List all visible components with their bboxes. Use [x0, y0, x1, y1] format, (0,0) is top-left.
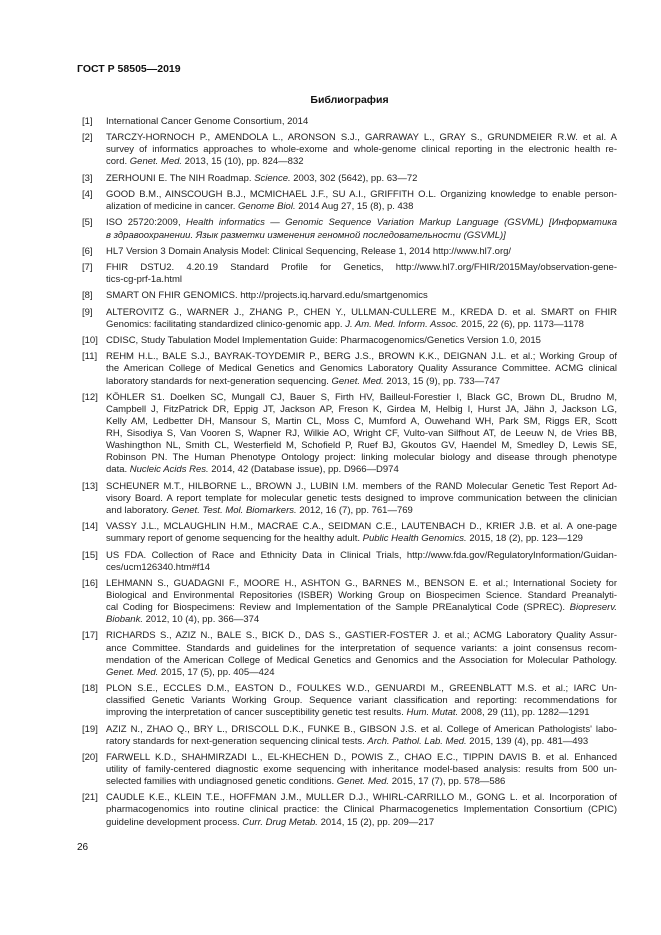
reference-text-segment: guideline development process.	[106, 816, 243, 828]
reference-number: [11]	[82, 351, 98, 363]
reference-number: [4]	[82, 189, 93, 201]
italic-title: Genome Biol.	[238, 201, 296, 213]
reference-text-segment: ISO 25720:2009,	[106, 217, 187, 229]
reference-text	[106, 481, 617, 517]
italic-title: Nucleic Acids Res.	[129, 464, 209, 476]
reference-text-segment: Genomics: facilitating standardized clinico-genomic app.	[106, 318, 346, 330]
reference-line	[106, 505, 617, 517]
reference-text	[106, 578, 617, 626]
reference-line	[106, 428, 617, 440]
reference-line	[106, 363, 617, 375]
reference-text-segment: cord.	[106, 156, 130, 168]
reference-line	[106, 173, 617, 185]
reference-number: [20]	[82, 751, 98, 763]
reference-number: [7]	[82, 262, 93, 274]
reference-text-segment: SCHEUNER M.T., HILBORNE L., BROWN J., LUBIN I.M. members of the RAND Molecular Genetic Test Report Ad-	[106, 480, 617, 492]
reference-text-segment: REHM H.L., BALE S.J., BAYRAK-TOYDEMIR P., BERG J.S., BROWN K.K., DEIGNAN J.L. et al.; Working Group of	[106, 351, 617, 363]
reference-line	[106, 230, 617, 242]
reference-text	[106, 116, 617, 128]
reference-text-segment: improving the interpretation of cancer susceptibility genetic test results.	[106, 707, 407, 719]
reference-item	[82, 335, 617, 347]
reference-text-segment: International Cancer Genome Consortium, 2014	[106, 116, 309, 127]
reference-text-segment: ratory standards for next-generation sequencing clinical tests.	[106, 735, 368, 747]
italic-title: Public Health Genomics.	[362, 533, 467, 545]
reference-line	[106, 493, 617, 505]
reference-line	[106, 602, 617, 614]
reference-text	[106, 217, 617, 241]
reference-item	[82, 217, 617, 241]
reference-text-segment: 2015, 17 (7), pp. 578—586	[389, 776, 506, 788]
reference-text-segment: the American College of Medical Genetics and Genomics Laboratory Quality Assurance Committee. ACMG clinical	[106, 363, 617, 375]
reference-text	[106, 792, 617, 828]
reference-text	[106, 189, 617, 213]
reference-line	[106, 550, 617, 562]
reference-line	[106, 156, 617, 168]
reference-item	[82, 724, 617, 748]
reference-text-segment: GOOD B.M., AINSCOUGH B.J., MCMICHAEL J.F., SU A.I., GRIFFITH O.L. Organizing knowledge to enable person-	[106, 189, 617, 201]
reference-line	[106, 643, 617, 655]
reference-item	[82, 578, 617, 626]
italic-title: Biopreserv.	[569, 602, 617, 614]
reference-number: [6]	[82, 245, 93, 257]
reference-line	[106, 246, 617, 258]
reference-number: [19]	[82, 723, 98, 735]
reference-line	[106, 404, 617, 416]
reference-text-segment: 2015, 139 (4), pp. 481—493	[466, 735, 589, 747]
reference-text-segment: 2015, 17 (5), pp. 405—424	[158, 666, 275, 678]
reference-text	[106, 724, 617, 748]
reference-item	[82, 392, 617, 477]
reference-line	[106, 752, 617, 764]
italic-title: Genet. Med.	[336, 776, 390, 788]
reference-line	[106, 464, 617, 476]
reference-text-segment: visory Board. A report template for molecular genetic tests designed to improve communication between the clinician	[106, 492, 617, 504]
reference-line	[106, 335, 617, 347]
reference-item	[82, 290, 617, 302]
reference-text-segment: VASSY J.L., MCLAUGHLIN H.M., MACRAE C.A., SEIDMAN C.E., LAUTENBACH D., KRIER J.B. et al. A one-page	[106, 521, 617, 533]
reference-line	[106, 481, 617, 493]
reference-line	[106, 416, 617, 428]
reference-text-segment: ces/ucm126340.htm#f14	[106, 561, 211, 573]
reference-item	[82, 173, 617, 185]
reference-line	[106, 290, 617, 302]
reference-line	[106, 707, 617, 719]
reference-text-segment: RH, Sisodiya S, Van Vooren S, Wapner RJ, Wilkie AO, Wright CF, Vulto-van Silfhout AT, de Leeuw N, de Vries BB,	[106, 428, 617, 440]
reference-text	[106, 307, 617, 331]
reference-text-segment: Campbell J, FitzPatrick DR, Eppig JT, Jackson AP, Freson K, Girdea M, Helbig I, Hurst JA, Jähn J, Jackson LG,	[106, 403, 617, 415]
reference-line	[106, 695, 617, 707]
reference-text	[106, 630, 617, 678]
page-number: 26	[77, 842, 89, 853]
reference-text-segment: laboratory standards for next-generation sequencing.	[106, 375, 332, 387]
italic-title: Hum. Mutat.	[406, 707, 459, 719]
reference-text-segment: CAUDLE K.E., KLEIN T.E., HOFFMAN J.M., MULLER D.J., WHIRL-CARRILLO M., GONG L. et al. Incorporation of	[106, 792, 617, 804]
reference-item	[82, 246, 617, 258]
reference-line	[106, 452, 617, 464]
reference-text	[106, 392, 617, 477]
reference-text	[106, 132, 617, 168]
reference-line	[106, 792, 617, 804]
reference-text-segment: 2012, 16 (7), pp. 761—769	[296, 504, 413, 516]
reference-text-segment: FARWELL K.D., SHAHMIRZADI L., EL-KHECHEN D., POWIS Z., CHAO E.C., TIPPIN DAVIS B. et al. Enhanced	[106, 751, 617, 763]
reference-text-segment: Washingthon NL, Smith CL, Westerfield M, Schofield P, Ruef BJ, Gkoutos GV, Haendel M, Smedley D, Lewis SE,	[106, 440, 617, 452]
reference-line	[106, 274, 617, 286]
reference-item	[82, 792, 617, 828]
reference-text-segment: AZIZ N., ZHAO Q., BRY L., DRISCOLL D.K., FUNKE B., GIBSON J.S. et al. College of American Pathologists' labo-	[106, 723, 617, 735]
reference-line	[106, 736, 617, 748]
reference-text	[106, 521, 617, 545]
reference-line	[106, 776, 617, 788]
italic-title: Arch. Pathol. Lab. Med.	[367, 735, 467, 747]
reference-line	[106, 724, 617, 736]
reference-text-segment: ance Committee. Standards and guidelines for the interpretation of sequence variants: a joint consensus recom-	[106, 642, 617, 654]
reference-text-segment: KÖHLER S1. Doelken SC, Mungall CJ, Bauer S, Firth HV, Bailleul-Forestier I, Black GC, Brown DL, Brudno M,	[106, 391, 617, 403]
reference-line	[106, 217, 617, 229]
reference-line	[106, 533, 617, 545]
reference-line	[106, 201, 617, 213]
italic-title: Biobank.	[106, 614, 143, 626]
reference-line	[106, 392, 617, 404]
reference-number: [5]	[82, 217, 93, 229]
italic-title: Genet. Test. Mol. Biomarkers.	[171, 504, 297, 516]
reference-text-segment: PLON S.E., ECCLES D.M., EASTON D., FOULKES W.D., GENUARDI M., GREENBLATT M.S. et al.; IARC Un-	[106, 683, 617, 695]
reference-line	[106, 319, 617, 331]
reference-text-segment: 2012, 10 (4), pp. 366—374	[142, 614, 260, 626]
reference-line	[106, 578, 617, 590]
reference-text	[106, 335, 617, 347]
reference-text-segment: mendation of the American College of Medical Genetics and Genomics and the Association for Molecular Pathology.	[106, 654, 617, 666]
italic-title: Science.	[254, 172, 291, 184]
reference-text-segment: ZERHOUNI E. The NIH Roadmap.	[106, 172, 255, 184]
reference-text-segment: pharmacogenomics into routine clinical practice: the Clinical Pharmacogenetics Implementation Consortium (CPIC)	[106, 804, 617, 816]
reference-text-segment: US FDA. Collection of Race and Ethnicity Data in Clinical Trials, http://www.fda.gov/RegulatoryInformation/Guidan-	[106, 549, 617, 561]
reference-text-segment: LEHMANN S., GUADAGNI F., MOORE H., ASHTON G., BARNES M., BENSON E. et al.; International Society for	[106, 577, 617, 589]
reference-text	[106, 173, 617, 185]
reference-item	[82, 132, 617, 168]
reference-line	[106, 262, 617, 274]
reference-item	[82, 262, 617, 286]
reference-line	[106, 817, 617, 829]
italic-title: Genet. Med.	[129, 156, 183, 168]
reference-item	[82, 683, 617, 719]
reference-text-segment: 2008, 29 (11), pp. 1282—1291	[458, 707, 590, 719]
reference-line	[106, 521, 617, 533]
reference-number: [9]	[82, 306, 93, 318]
reference-line	[106, 144, 617, 156]
reference-text-segment: alization of medicine in cancer.	[106, 201, 239, 213]
italic-title: J. Am. Med. Inform. Assoc.	[345, 318, 459, 330]
reference-text-segment: TARCZY-HORNOCH P., AMENDOLA L., ARONSON S.J., GARRAWAY L., GRAY S., GRUNDMEIER R.W. et al. A	[106, 132, 617, 144]
reference-line	[106, 562, 617, 574]
reference-number: [16]	[82, 577, 98, 589]
reference-text-segment: classified Genetic Variants Working Group. Sequence variant classification and reporting: recommendations for	[106, 695, 617, 707]
reference-item	[82, 481, 617, 517]
reference-text-segment: 2013, 15 (9), pp. 733—747	[383, 375, 500, 387]
italic-title: Genet. Med.	[331, 375, 384, 387]
reference-text	[106, 246, 617, 258]
reference-text-segment: cal Coding for Biospecimens: Review and Implementation of the Sample PREanalytical Code (SPREC).	[106, 602, 570, 614]
italic-title: в здравоохранении. Язык разметки изменения геномной последовательности (GSVML)]	[106, 229, 506, 241]
reference-text-segment: 2014, 15 (2), pp. 209—217	[317, 816, 435, 828]
reference-text	[106, 752, 617, 788]
reference-line	[106, 683, 617, 695]
reference-item	[82, 189, 617, 213]
reference-text-segment: 2015, 22 (6), pp. 1173—1178	[458, 318, 584, 330]
reference-line	[106, 590, 617, 602]
reference-text-segment: 2003, 302 (5642), pp. 63—72	[290, 172, 418, 184]
italic-title: Health informatics — Genomic Sequence Variation Markup Language (GSVML) [Информатика	[186, 217, 617, 229]
reference-number: [3]	[82, 172, 93, 184]
reference-line	[106, 376, 617, 388]
reference-text	[106, 351, 617, 387]
reference-text-segment: Biological and Environmental Repositories (ISBER) Working Group on Biospecimen Science. Standard Preanalyti-	[106, 590, 617, 601]
reference-text-segment: and laboratory.	[106, 504, 172, 516]
reference-line	[106, 667, 617, 679]
reference-text-segment: survey of informatics approaches to whole-exome and whole-genome clinical reporting in the electronic health re-	[106, 144, 617, 156]
reference-line	[106, 351, 617, 363]
reference-item	[82, 752, 617, 788]
reference-number: [1]	[82, 116, 93, 127]
reference-number: [8]	[82, 290, 93, 302]
reference-number: [10]	[82, 335, 98, 347]
reference-text-segment: 2014, 42 (Database issue), pp. D966—D974	[208, 464, 399, 476]
reference-text-segment: 2015, 18 (2), pp. 123—129	[466, 533, 583, 545]
reference-item	[82, 351, 617, 387]
reference-text-segment: data.	[106, 464, 130, 476]
reference-line	[106, 764, 617, 776]
reference-text-segment: tics-cg-prf-1a.html	[106, 274, 183, 286]
reference-text-segment: HL7 Version 3 Domain Analysis Model: Clinical Sequencing, Release 1, 2014 http://www.hl7.org/	[106, 245, 512, 257]
reference-number: [18]	[82, 683, 98, 695]
reference-text-segment: utility of family-centered diagnostic exome sequencing with inheritance model-based analysis: results from 500 un-	[106, 763, 617, 775]
document-code-header: ГОСТ Р 58505—2019	[77, 63, 181, 75]
reference-item	[82, 550, 617, 574]
reference-text	[106, 262, 617, 286]
reference-number: [17]	[82, 630, 98, 642]
reference-line	[106, 440, 617, 452]
reference-item	[82, 521, 617, 545]
reference-line	[106, 614, 617, 626]
reference-text-segment: 2014 Aug 27, 15 (8), p. 438	[295, 201, 414, 213]
reference-text-segment: SMART ON FHIR GENOMICS. http://projects.iq.harvard.edu/smartgenomics	[106, 290, 428, 302]
section-title: Библиография	[310, 94, 389, 106]
reference-text	[106, 683, 617, 719]
reference-number: [21]	[82, 792, 98, 804]
reference-line	[106, 804, 617, 816]
reference-line	[106, 132, 617, 144]
reference-text-segment: selected families with undiagnosed genetic conditions.	[106, 776, 337, 788]
reference-text-segment: RICHARDS S., AZIZ N., BALE S., BICK D., DAS S., GASTIER-FOSTER J. et al.; ACMG Laboratory Quality Assur-	[106, 630, 617, 642]
reference-text-segment: 2013, 15 (10), pp. 824—832	[182, 156, 304, 168]
reference-number: [12]	[82, 391, 98, 403]
italic-title: Curr. Drug Metab.	[242, 816, 318, 828]
reference-item	[82, 307, 617, 331]
reference-number: [13]	[82, 480, 98, 492]
reference-item	[82, 630, 617, 678]
reference-item	[82, 116, 617, 128]
reference-line	[106, 630, 617, 642]
reference-text	[106, 550, 617, 574]
reference-text-segment: Kelly AM, Ledbetter DH, Mansour S, Martin CL, Moss C, Mumford A, Ouwehand WH, Park SM, Riggs ER, Scott	[106, 416, 617, 428]
reference-text-segment: CDISC, Study Tabulation Model Implementation Guide: Pharmacogenomics/Genetics Version 1.0, 2015	[106, 335, 541, 347]
reference-line	[106, 189, 617, 201]
reference-line	[106, 655, 617, 667]
reference-text-segment: FHIR DSTU2. 4.20.19 Standard Profile for Genetics, http://www.hl7.org/FHIR/2015May/observation-gene-	[106, 262, 617, 274]
italic-title: Genet. Med.	[106, 666, 159, 678]
reference-number: [15]	[82, 549, 98, 561]
reference-number: [2]	[82, 132, 93, 144]
bibliography-list	[82, 116, 617, 833]
reference-line	[106, 307, 617, 319]
reference-line	[106, 116, 617, 128]
reference-text-segment: ALTEROVITZ G., WARNER J., ZHANG P., CHEN Y., ULLMAN-CULLERE M., KREDA D. et al. SMART on FHIR	[106, 306, 617, 318]
reference-text-segment: Robinson PN. The Human Phenotype Ontology project: linking molecular biology and disease through phenotype	[106, 452, 617, 464]
reference-text-segment: summary report of genome sequencing for the healthy adult.	[106, 533, 363, 545]
reference-number: [14]	[82, 521, 98, 533]
reference-text	[106, 290, 617, 302]
